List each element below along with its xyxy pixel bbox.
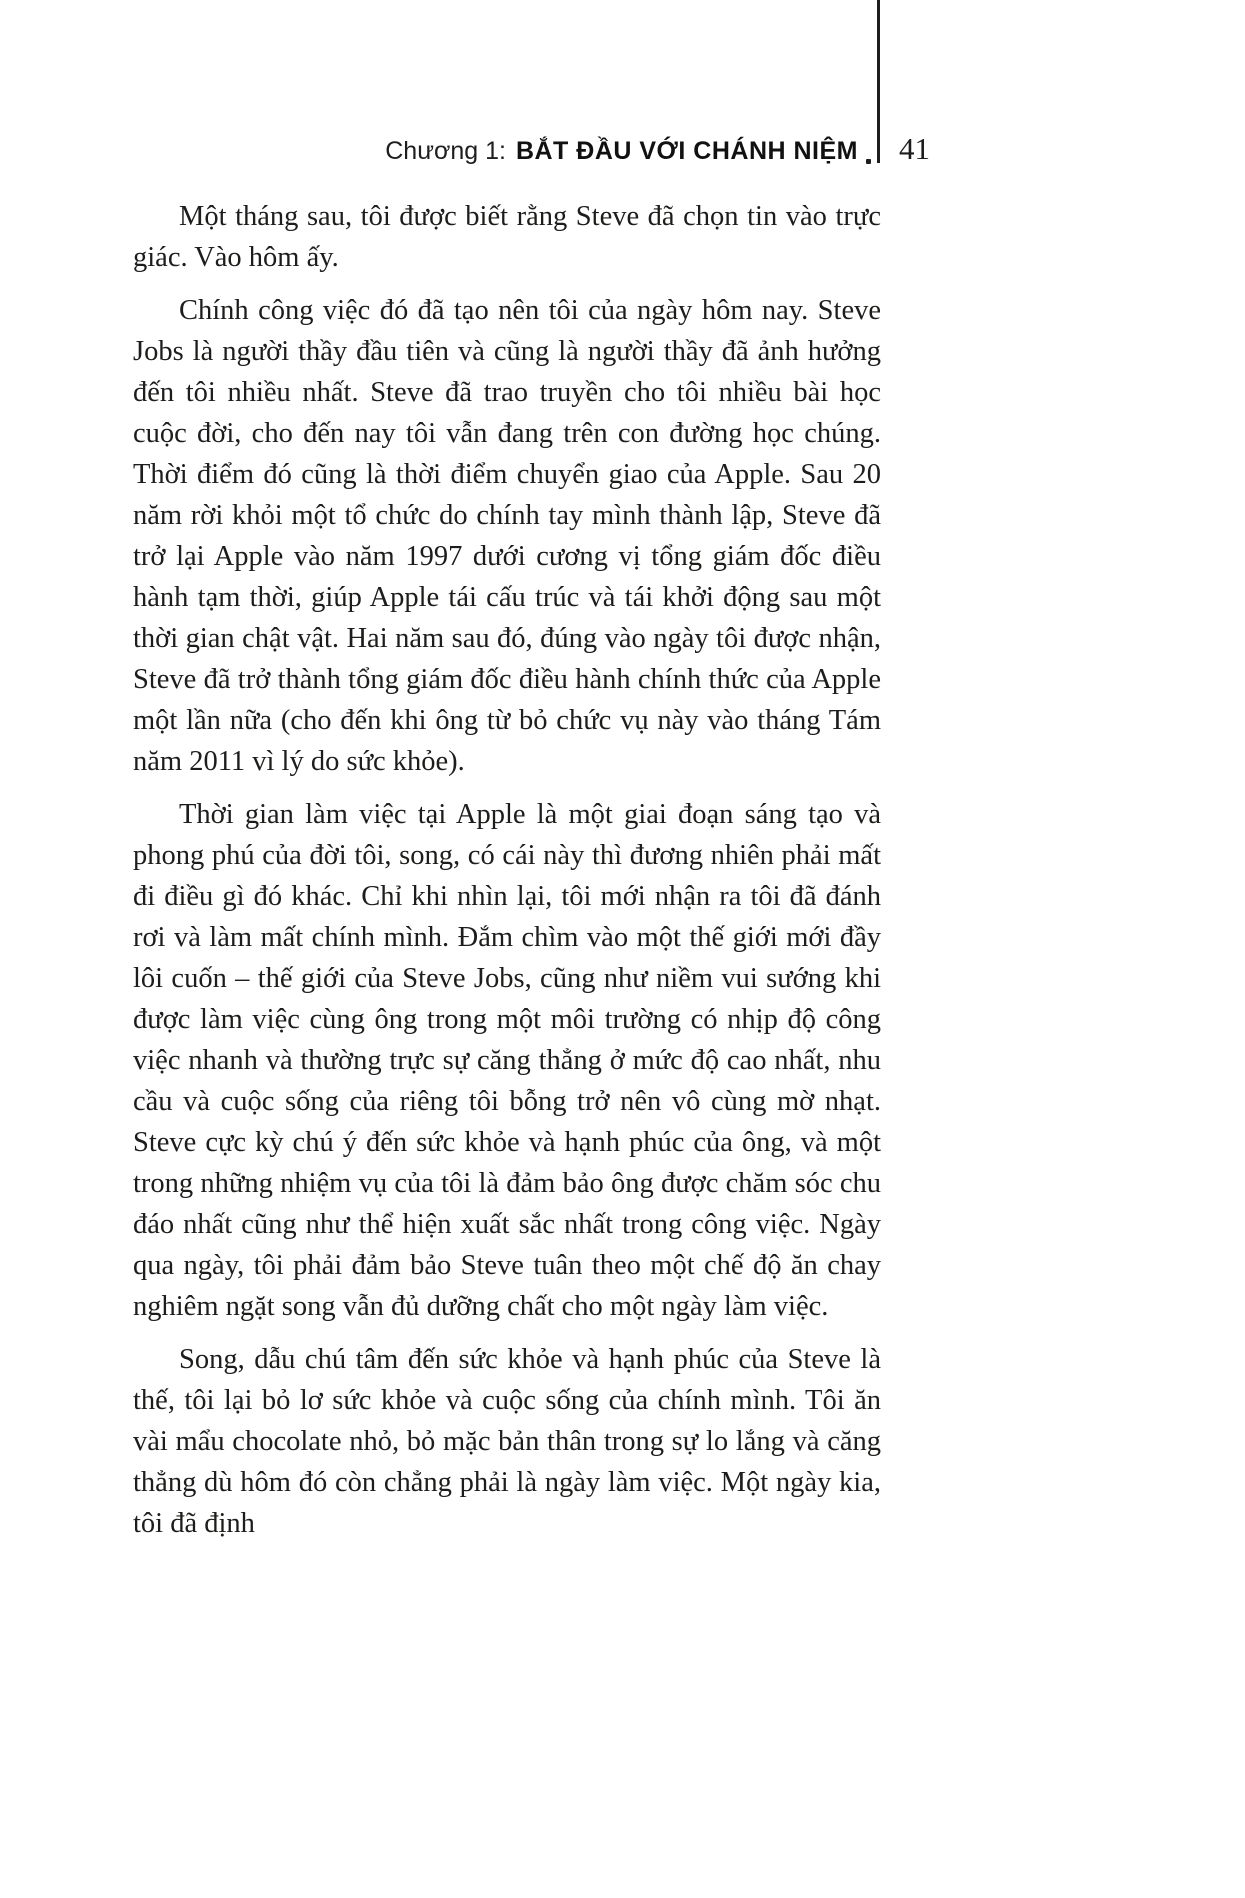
page-body xyxy=(133,196,881,1556)
chapter-label: Chương 1: xyxy=(385,137,506,165)
chapter-title: BẮT ĐẦU VỚI CHÁNH NIỆM xyxy=(515,137,858,165)
page-number: 41 xyxy=(899,131,930,166)
header-separator-dot xyxy=(866,159,871,164)
paragraph: Một tháng sau, tôi được biết rằng Steve đã chọn tin vào trực giác. Vào hôm ấy. xyxy=(133,201,881,273)
paragraph: Chính công việc đó đã tạo nên tôi của ngày hôm nay. Steve Jobs là người thầy đầu tiên và cũng là người thầy đã ảnh hưởng đến tôi nhiều nhất. Steve đã trao truyền cho tôi nhiều bài học cuộc đời, cho đến nay tôi vẫn đang trên con đường học chúng. Thời điểm đó cũng là thời điểm chuyển giao của Apple. Sau 20 năm rời khỏi một tổ chức do chính tay mình thành lập, Steve đã trở lại Apple vào năm 1997 dưới cương vị tổng giám đốc điều hành tạm thời, giúp Apple tái cấu trúc và tái khởi động sau một thời gian chật vật. Hai năm sau đó, đúng vào ngày tôi được nhận, Steve đã trở thành tổng giám đốc điều hành chính thức của Apple một lần nữa (cho đến khi ông từ bỏ chức vụ này vào tháng Tám năm 2011 vì lý do sức khỏe). xyxy=(133,295,881,777)
page-header xyxy=(133,131,930,167)
paragraph: Song, dẫu chú tâm đến sức khỏe và hạnh phúc của Steve là thế, tôi lại bỏ lơ sức khỏe và cuộc sống của chính mình. Tôi ăn vài mẩu chocolate nhỏ, bỏ mặc bản thân trong sự lo lắng và căng thẳng dù hôm đó còn chẳng phải là ngày làm việc. Một ngày kia, tôi đã định xyxy=(133,1344,881,1539)
paragraph: Thời gian làm việc tại Apple là một giai đoạn sáng tạo và phong phú của đời tôi, song, có cái này thì đương nhiên phải mất đi điều gì đó khác. Chỉ khi nhìn lại, tôi mới nhận ra tôi đã đánh rơi và làm mất chính mình. Đắm chìm vào một thế giới mới đầy lôi cuốn – thế giới của Steve Jobs, cũng như niềm vui sướng khi được làm việc cùng ông trong một môi trường có nhịp độ công việc nhanh và thường trực sự căng thẳng ở mức độ cao nhất, nhu cầu và cuộc sống của riêng tôi bỗng trở nên vô cùng mờ nhạt. Steve cực kỳ chú ý đến sức khỏe và hạnh phúc của ông, và một trong những nhiệm vụ của tôi là đảm bảo ông được chăm sóc chu đáo nhất cũng như thể hiện xuất sắc nhất trong công việc. Ngày qua ngày, tôi phải đảm bảo Steve tuân theo một chế độ ăn chay nghiêm ngặt song vẫn đủ dưỡng chất cho một ngày làm việc. xyxy=(133,799,881,1322)
